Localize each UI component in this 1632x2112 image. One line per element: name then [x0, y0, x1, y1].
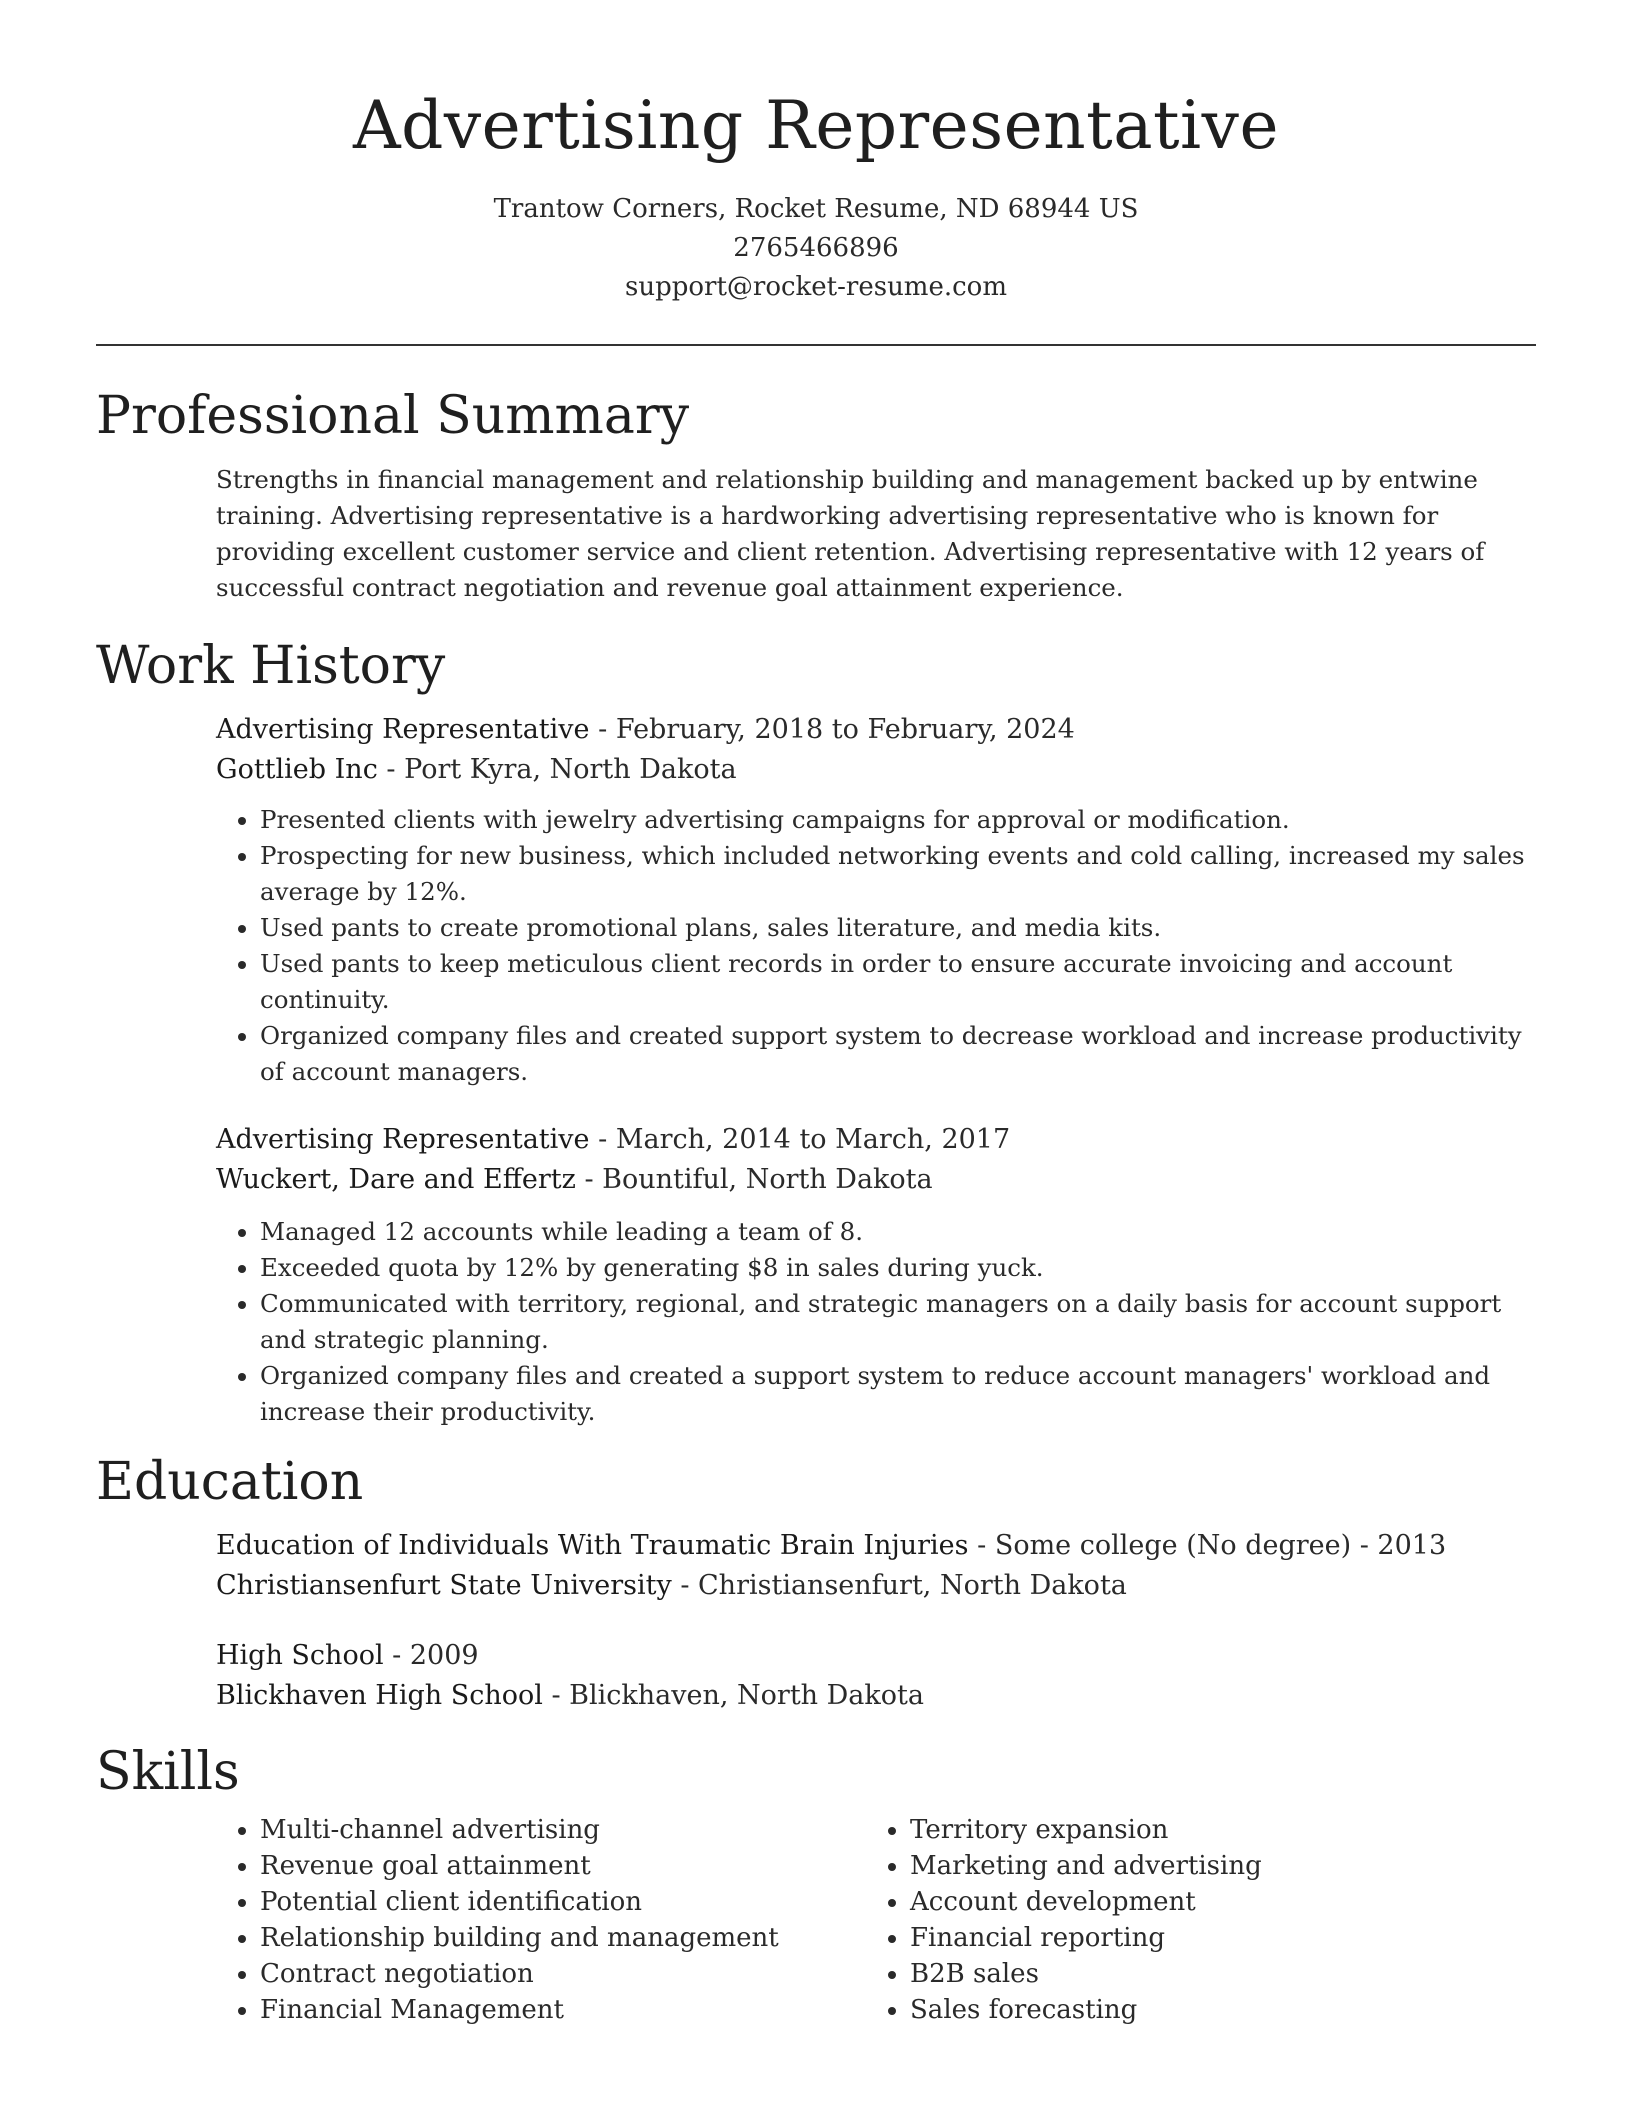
- skill-item: • Marketing and advertising: [910, 1848, 1516, 1884]
- summary-heading: Professional Summary: [96, 386, 690, 446]
- contact-address: Trantow Corners, Rocket Resume, ND 68944 US: [493, 194, 1139, 224]
- skills-column-right: [866, 1812, 1516, 2028]
- education-entry: [216, 1636, 1536, 1716]
- education-school: Christiansenfurt State University: [216, 1570, 672, 1601]
- job-company: Gottlieb Inc: [216, 754, 378, 785]
- candidate-title: Advertising Representative: [352, 87, 1280, 164]
- education-detail: - 2009: [383, 1640, 479, 1671]
- list-item: • Exceeded quota by 12% by generating $8 in sales during yuck.: [260, 1250, 1536, 1286]
- skills-list-left: [216, 1812, 866, 2028]
- work-section: [96, 634, 1536, 1430]
- education-heading: Education: [96, 1452, 364, 1512]
- header-divider: [96, 344, 1536, 346]
- resume-header: [96, 0, 1536, 307]
- list-item: • Prospecting for new business, which included networking events and cold calling, increased my sales average by 12%.: [260, 838, 1536, 910]
- job-company-line: [216, 1160, 1536, 1200]
- list-item: • Presented clients with jewelry advertising campaigns for approval or modification.: [260, 802, 1536, 838]
- skill-item: • Financial Management: [260, 1992, 866, 2028]
- education-section: [96, 1450, 1536, 1716]
- list-item: • Organized company files and created a support system to reduce account managers' workload and increase their productivity.: [260, 1358, 1536, 1430]
- job-role: Advertising Representative: [216, 714, 590, 745]
- list-item: • Communicated with territory, regional, and strategic managers on a daily basis for account support and strategic planning.: [260, 1286, 1536, 1358]
- job-location: - Port Kyra, North Dakota: [377, 754, 737, 785]
- job-entry: [216, 1120, 1536, 1430]
- job-bullets: [216, 802, 1536, 1090]
- job-company: Wuckert, Dare and Effertz: [216, 1164, 576, 1195]
- resume-page: [96, 0, 1536, 2028]
- job-entry: [216, 710, 1536, 1090]
- skill-item: • Potential client identification: [260, 1884, 866, 1920]
- education-program: High School: [216, 1640, 384, 1671]
- skill-item: • Sales forecasting: [910, 1992, 1516, 2028]
- list-item: • Used pants to keep meticulous client records in order to ensure accurate invoicing and account continuity.: [260, 946, 1536, 1018]
- skill-item: • Financial reporting: [910, 1920, 1516, 1956]
- job-title-line: [216, 710, 1536, 750]
- education-program: Education of Individuals With Traumatic Brain Injuries: [216, 1530, 969, 1561]
- skills-list-right: [866, 1812, 1516, 2028]
- job-title-line: [216, 1120, 1536, 1160]
- job-company-line: [216, 750, 1536, 790]
- job-bullets: [216, 1214, 1536, 1430]
- education-school: Blickhaven High School: [216, 1680, 543, 1711]
- skill-item: • Account development: [910, 1884, 1516, 1920]
- education-location: - Blickhaven, North Dakota: [542, 1680, 924, 1711]
- skills-heading: Skills: [96, 1742, 240, 1802]
- job-dates: - February, 2018 to February, 2024: [589, 714, 1075, 745]
- list-item: • Organized company files and created support system to decrease workload and increase productivity of account managers.: [260, 1018, 1536, 1090]
- summary-body: [216, 462, 1536, 606]
- list-item: • Used pants to create promotional plans, sales literature, and media kits.: [260, 910, 1536, 946]
- summary-text: Strengths in financial management and relationship building and management backed up by entwine training. Advertising representative is a hardworking advertising representative who is known for providing excellent customer service and client retention. Advertising representative with 12 years of successful contract negotiation and revenue goal attainment experience.: [216, 465, 1485, 602]
- contact-block: [96, 190, 1536, 307]
- education-location: - Christiansenfurt, North Dakota: [671, 1570, 1127, 1601]
- skills-section: [96, 1740, 1536, 2028]
- education-school-line: [216, 1566, 1536, 1606]
- education-entry: [216, 1526, 1536, 1606]
- list-item: • Managed 12 accounts while leading a team of 8.: [260, 1214, 1536, 1250]
- skills-column-left: [216, 1812, 866, 2028]
- contact-phone: 2765466896: [733, 233, 899, 263]
- skill-item: • Contract negotiation: [260, 1956, 866, 1992]
- skills-grid: [216, 1812, 1536, 2028]
- job-dates: - March, 2014 to March, 2017: [589, 1124, 1011, 1155]
- education-school-line: [216, 1676, 1536, 1716]
- education-detail: - Some college (No degree) - 2013: [968, 1530, 1447, 1561]
- skill-item: • Multi-channel advertising: [260, 1812, 866, 1848]
- skill-item: • B2B sales: [910, 1956, 1516, 1992]
- job-location: - Bountiful, North Dakota: [575, 1164, 933, 1195]
- education-program-line: [216, 1526, 1536, 1566]
- skill-item: • Revenue goal attainment: [260, 1848, 866, 1884]
- work-heading: Work History: [96, 636, 446, 696]
- skill-item: • Territory expansion: [910, 1812, 1516, 1848]
- contact-email: support@rocket-resume.com: [624, 272, 1007, 302]
- summary-section: [96, 384, 1536, 606]
- skill-item: • Relationship building and management: [260, 1920, 866, 1956]
- education-program-line: [216, 1636, 1536, 1676]
- job-role: Advertising Representative: [216, 1124, 590, 1155]
